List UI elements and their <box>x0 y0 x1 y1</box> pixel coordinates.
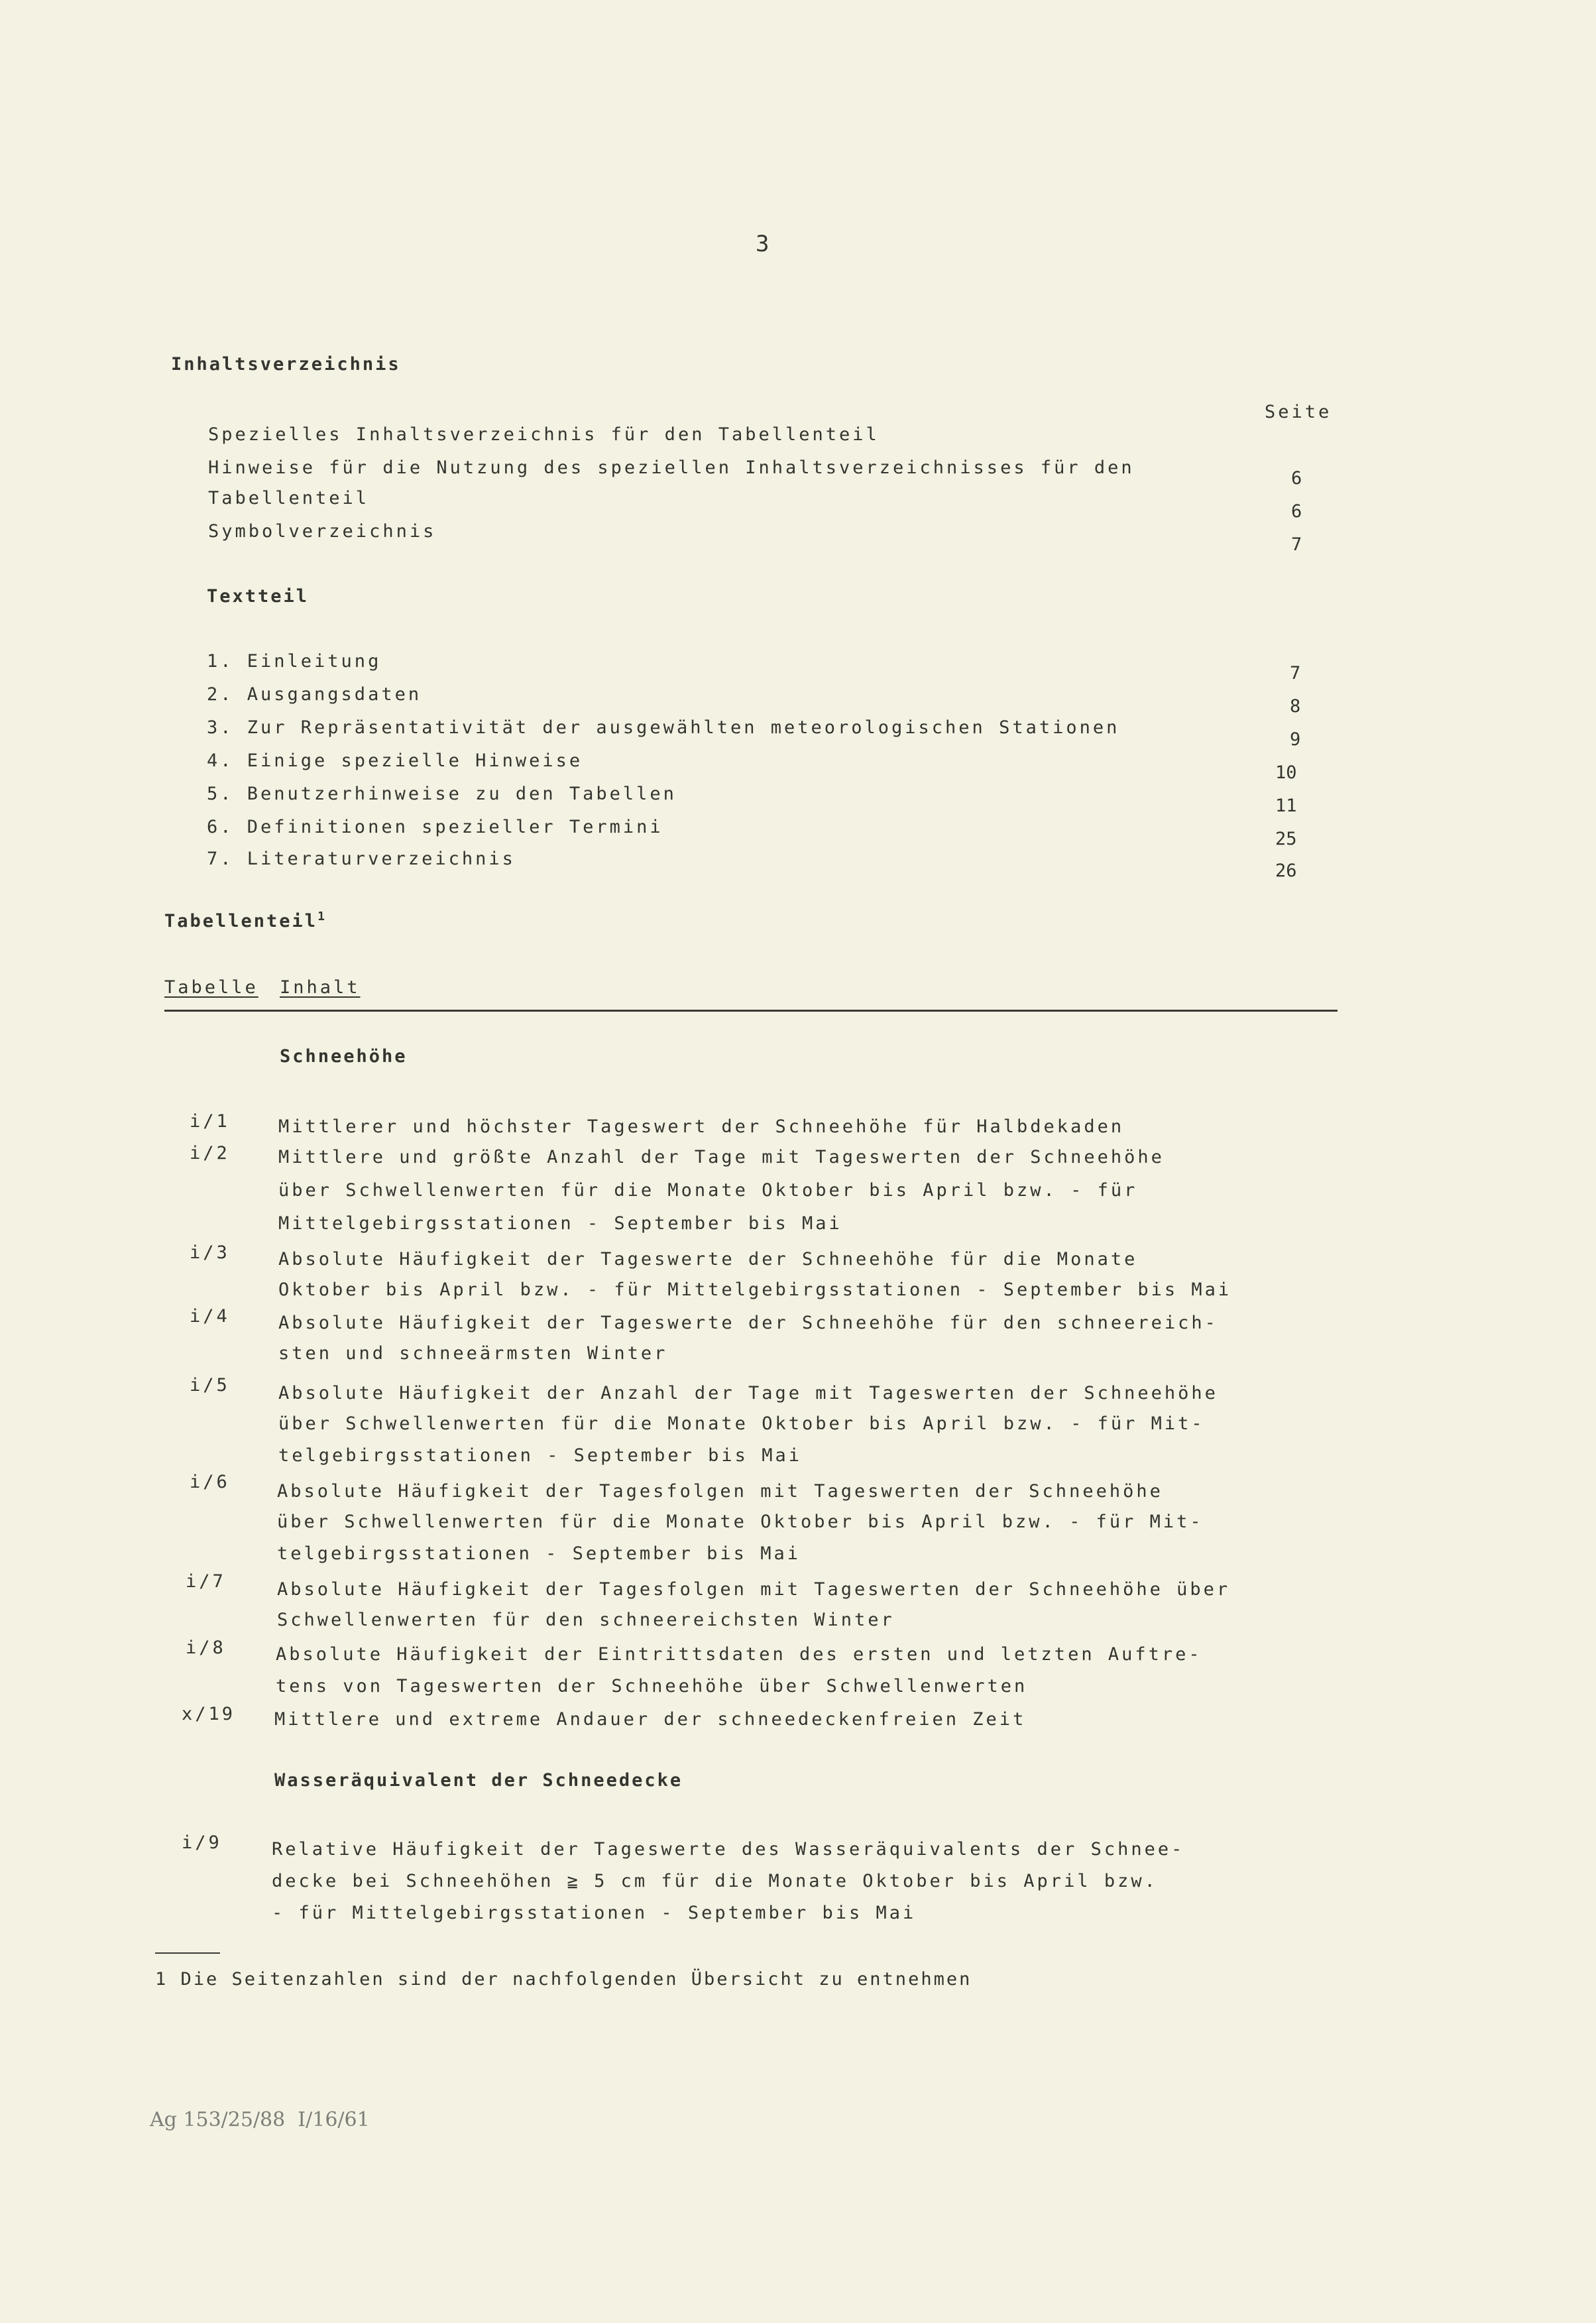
textteil-page: 10 <box>1275 762 1297 783</box>
front-item-label: Tabellenteil <box>208 488 370 508</box>
textteil-page: 26 <box>1275 861 1297 881</box>
front-item-label: Spezielles Inhaltsverzeichnis für den Tabellenteil <box>208 424 880 445</box>
textteil-item: 5. Benutzerhinweise zu den Tabellen <box>207 784 677 804</box>
archive-code: Ag 153/25/88 I/16/61 <box>150 2108 370 2131</box>
textteil-item: 7. Literaturverzeichnis <box>207 849 516 869</box>
entry-id: x/19 <box>182 1704 236 1724</box>
header-rule <box>164 1010 1338 1012</box>
entry-line: Mittlere und größte Anzahl der Tage mit Tageswerten der Schneehöhe <box>278 1147 1165 1167</box>
front-item-label: Hinweise für die Nutzung des speziellen Inhaltsverzeichnisses für den <box>208 457 1135 478</box>
tabellenteil-title-text: Tabellenteil <box>164 911 318 931</box>
entry-line: Absolute Häufigkeit der Tagesfolgen mit Tageswerten der Schneehöhe <box>277 1481 1163 1502</box>
front-item-page: 6 <box>1291 501 1302 522</box>
entry-line: Absolute Häufigkeit der Tageswerte der Schneehöhe für die Monate <box>278 1249 1138 1270</box>
column-header-content: Inhalt <box>280 977 361 998</box>
page-number: 3 <box>756 231 770 257</box>
entry-line: telgebirgsstationen - September bis Mai <box>278 1445 802 1466</box>
entry-id: i/5 <box>190 1375 230 1396</box>
column-header-table: Tabelle <box>164 977 258 998</box>
entry-line: Mittlerer und höchster Tageswert der Schneehöhe für Halbdekaden <box>278 1116 1125 1137</box>
footnote-rule <box>155 1952 220 1954</box>
entry-id: i/1 <box>190 1111 230 1132</box>
entry-id: i/7 <box>186 1571 226 1592</box>
footnote-text: 1 Die Seitenzahlen sind der nachfolgenden Übersicht zu entnehmen <box>155 1969 972 1990</box>
textteil-page: 9 <box>1290 729 1301 750</box>
entry-line: telgebirgsstationen - September bis Mai <box>277 1543 801 1564</box>
tabellenteil-title <box>164 910 327 931</box>
textteil-item: 1. Einleitung <box>207 651 382 672</box>
entry-id: i/9 <box>182 1832 222 1853</box>
entry-line: über Schwellenwerten für die Monate Oktober bis April bzw. - für <box>278 1180 1138 1201</box>
textteil-page: 7 <box>1290 663 1301 684</box>
entry-line: tens von Tageswerten der Schneehöhe über Schwellenwerten <box>276 1676 1028 1697</box>
entry-line: Mittlere und extreme Andauer der schneedeckenfreien Zeit <box>274 1709 1027 1730</box>
toc-heading: Inhaltsverzeichnis <box>171 354 401 375</box>
entry-id: i/3 <box>190 1242 230 1263</box>
entry-id: i/4 <box>190 1306 230 1327</box>
front-item-page: 7 <box>1291 534 1302 555</box>
entry-line: Absolute Häufigkeit der Tagesfolgen mit Tageswerten der Schneehöhe über <box>277 1579 1231 1600</box>
entry-line: über Schwellenwerten für die Monate Oktober bis April bzw. - für Mit- <box>278 1413 1205 1434</box>
textteil-item: 3. Zur Repräsentativität der ausgewählten meteorologischen Stationen <box>207 717 1120 738</box>
entry-line: Schwellenwerten für den schneereichsten Winter <box>277 1610 895 1630</box>
textteil-item: 2. Ausgangsdaten <box>207 684 422 705</box>
section-title-schneehoehe: Schneehöhe <box>280 1046 408 1067</box>
entry-line: Mittelgebirgsstationen - September bis Mai <box>278 1213 842 1234</box>
page-column-label: Seite <box>1265 402 1332 422</box>
entry-line: über Schwellenwerten für die Monate Oktober bis April bzw. - für Mit- <box>277 1512 1204 1532</box>
textteil-page: 8 <box>1290 696 1301 717</box>
entry-line: sten und schneeärmsten Winter <box>278 1343 668 1364</box>
front-item-label: Symbolverzeichnis <box>208 521 437 542</box>
textteil-item: 6. Definitionen spezieller Termini <box>207 817 663 837</box>
textteil-title: Textteil <box>207 586 310 607</box>
entry-line: Absolute Häufigkeit der Eintrittsdaten des ersten und letzten Auftre- <box>276 1644 1202 1665</box>
textteil-page: 25 <box>1275 829 1297 849</box>
front-item-page: 6 <box>1291 468 1302 489</box>
footnote-marker: 1 <box>317 910 327 923</box>
entry-id: i/8 <box>186 1638 226 1658</box>
entry-id: i/2 <box>190 1143 230 1163</box>
entry-line: - für Mittelgebirgsstationen - September bis Mai <box>272 1903 917 1923</box>
entry-line: Absolute Häufigkeit der Anzahl der Tage mit Tageswerten der Schneehöhe <box>278 1383 1218 1403</box>
entry-id: i/6 <box>190 1472 230 1492</box>
entry-line: Absolute Häufigkeit der Tageswerte der Schneehöhe für den schneereich- <box>278 1313 1218 1333</box>
section-title-wasseraequivalent: Wasseräquivalent der Schneedecke <box>274 1770 683 1791</box>
textteil-page: 11 <box>1275 796 1297 816</box>
textteil-item: 4. Einige spezielle Hinweise <box>207 750 583 771</box>
entry-line: Relative Häufigkeit der Tageswerte des Wasseräquivalents der Schnee- <box>272 1839 1185 1860</box>
entry-line: Oktober bis April bzw. - für Mittelgebirgsstationen - September bis Mai <box>278 1280 1232 1300</box>
entry-line: decke bei Schneehöhen ≧ 5 cm für die Monate Oktober bis April bzw. <box>272 1871 1158 1891</box>
